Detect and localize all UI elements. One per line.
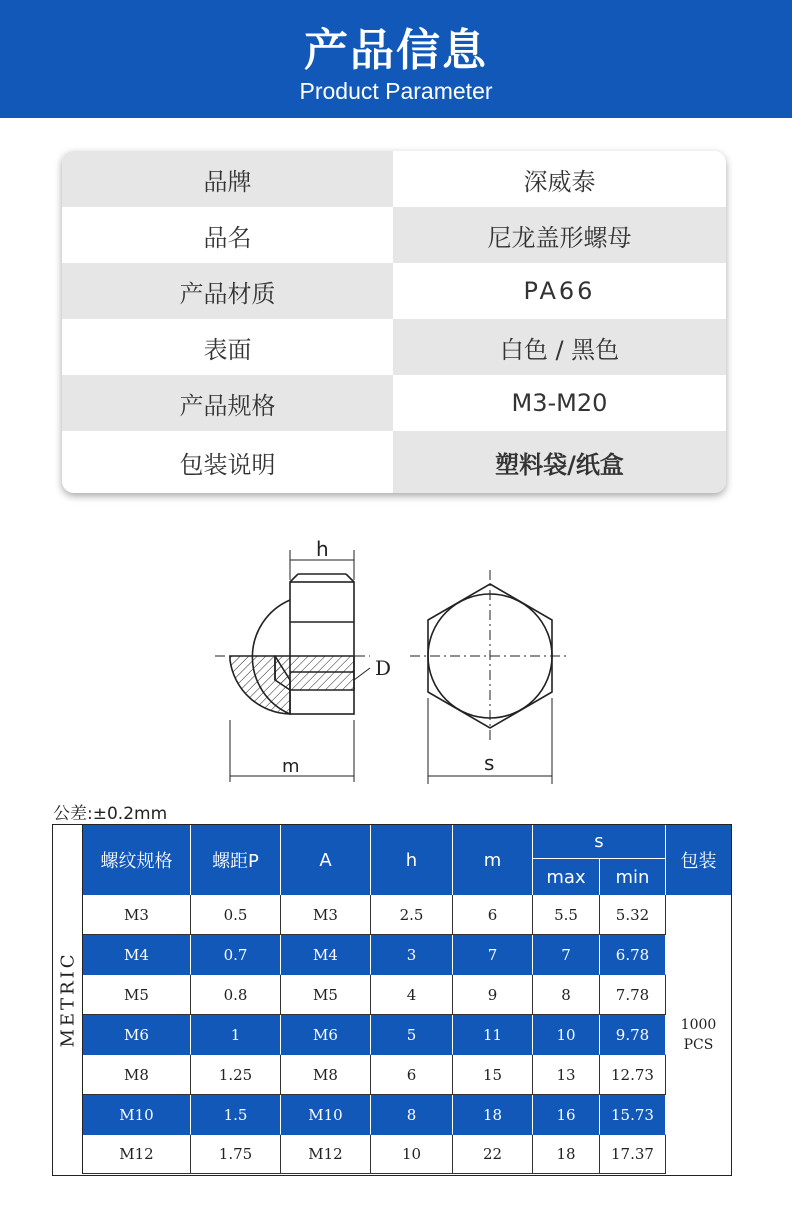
table-cell: 17.37 xyxy=(600,1135,666,1174)
table-cell: M4 xyxy=(83,935,191,975)
table-cell: M8 xyxy=(83,1055,191,1095)
param-row-packaging xyxy=(62,431,726,493)
table-cell: 1 xyxy=(191,1015,281,1055)
table-cell: 8 xyxy=(533,975,600,1015)
parameter-table xyxy=(62,151,726,493)
table-cell: 8 xyxy=(371,1095,453,1135)
table-cell: 10 xyxy=(371,1135,453,1174)
param-row-name xyxy=(62,207,726,263)
table-cell: M3 xyxy=(83,895,191,935)
page-title: 产品信息 xyxy=(304,25,488,76)
header-pack: 包装 xyxy=(666,825,731,895)
table-cell: 9.78 xyxy=(600,1015,666,1055)
table-cell: 22 xyxy=(453,1135,533,1174)
param-row-material xyxy=(62,263,726,319)
pack-quantity xyxy=(666,895,731,1174)
table-cell: 0.7 xyxy=(191,935,281,975)
table-cell: M6 xyxy=(281,1015,371,1055)
header-a: A xyxy=(281,825,371,895)
table-cell: 7.78 xyxy=(600,975,666,1015)
header-s: s xyxy=(533,825,666,859)
param-label: 包装说明 xyxy=(62,431,393,493)
table-cell: 6 xyxy=(453,895,533,935)
tolerance-note: 公差:±0.2mm xyxy=(53,804,168,824)
param-label: 品牌 xyxy=(62,151,393,207)
table-cell: M10 xyxy=(281,1095,371,1135)
table-cell: 3 xyxy=(371,935,453,975)
param-label: 产品材质 xyxy=(62,263,393,319)
header-pitch: 螺距P xyxy=(191,825,281,895)
metric-side-label xyxy=(53,825,83,1174)
dimension-s-label: s xyxy=(484,751,495,775)
table-cell: 13 xyxy=(533,1055,600,1095)
param-value: 尼龙盖形螺母 xyxy=(393,207,726,263)
side-view xyxy=(215,550,370,782)
param-label: 产品规格 xyxy=(62,375,393,431)
table-cell: 6 xyxy=(371,1055,453,1095)
metric-side-text: METRIC xyxy=(57,951,79,1048)
param-value: 深威泰 xyxy=(393,151,726,207)
page-subtitle: Product Parameter xyxy=(299,78,493,104)
table-cell: M5 xyxy=(83,975,191,1015)
table-cell: 5.5 xyxy=(533,895,600,935)
header-s-max: max xyxy=(533,859,600,895)
param-label: 品名 xyxy=(62,207,393,263)
table-cell: 15.73 xyxy=(600,1095,666,1135)
param-row-brand xyxy=(62,151,726,207)
table-cell: 4 xyxy=(371,975,453,1015)
table-cell: M3 xyxy=(281,895,371,935)
table-cell: M12 xyxy=(83,1135,191,1174)
param-value: PA66 xyxy=(393,263,726,319)
param-row-surface xyxy=(62,319,726,375)
header-m: m xyxy=(453,825,533,895)
table-cell: 9 xyxy=(453,975,533,1015)
pack-qty: 1000 xyxy=(680,1016,717,1033)
dimension-m-label: m xyxy=(282,756,300,777)
table-cell: 6.78 xyxy=(600,935,666,975)
table-cell: 1.5 xyxy=(191,1095,281,1135)
param-value: 白色 / 黑色 xyxy=(393,319,726,375)
table-cell: M10 xyxy=(83,1095,191,1135)
table-cell: 10 xyxy=(533,1015,600,1055)
table-cell: 18 xyxy=(533,1135,600,1174)
table-cell: M12 xyxy=(281,1135,371,1174)
dimension-d-label: D xyxy=(375,656,392,680)
cap-nut-drawing xyxy=(130,520,630,800)
table-cell: 16 xyxy=(533,1095,600,1135)
header-banner xyxy=(0,0,792,118)
param-row-spec xyxy=(62,375,726,431)
param-value: M3-M20 xyxy=(393,375,726,431)
dimension-h-label: h xyxy=(316,537,329,561)
header-s-min: min xyxy=(600,859,666,895)
table-cell: M8 xyxy=(281,1055,371,1095)
header-h: h xyxy=(371,825,453,895)
pack-unit: PCS xyxy=(683,1036,714,1053)
table-cell: 5 xyxy=(371,1015,453,1055)
table-cell: 15 xyxy=(453,1055,533,1095)
table-cell: M5 xyxy=(281,975,371,1015)
table-cell: 1.75 xyxy=(191,1135,281,1174)
metric-size-table xyxy=(52,824,732,1176)
table-cell: 12.73 xyxy=(600,1055,666,1095)
table-cell: 7 xyxy=(453,935,533,975)
table-cell: 18 xyxy=(453,1095,533,1135)
param-label: 表面 xyxy=(62,319,393,375)
param-value: 塑料袋/纸盒 xyxy=(393,431,726,493)
table-cell: 1.25 xyxy=(191,1055,281,1095)
table-cell: 11 xyxy=(453,1015,533,1055)
table-cell: 0.8 xyxy=(191,975,281,1015)
table-cell: 0.5 xyxy=(191,895,281,935)
table-cell: 5.32 xyxy=(600,895,666,935)
table-cell: 7 xyxy=(533,935,600,975)
header-spec: 螺纹规格 xyxy=(83,825,191,895)
table-cell: 2.5 xyxy=(371,895,453,935)
table-cell: M6 xyxy=(83,1015,191,1055)
table-cell: M4 xyxy=(281,935,371,975)
